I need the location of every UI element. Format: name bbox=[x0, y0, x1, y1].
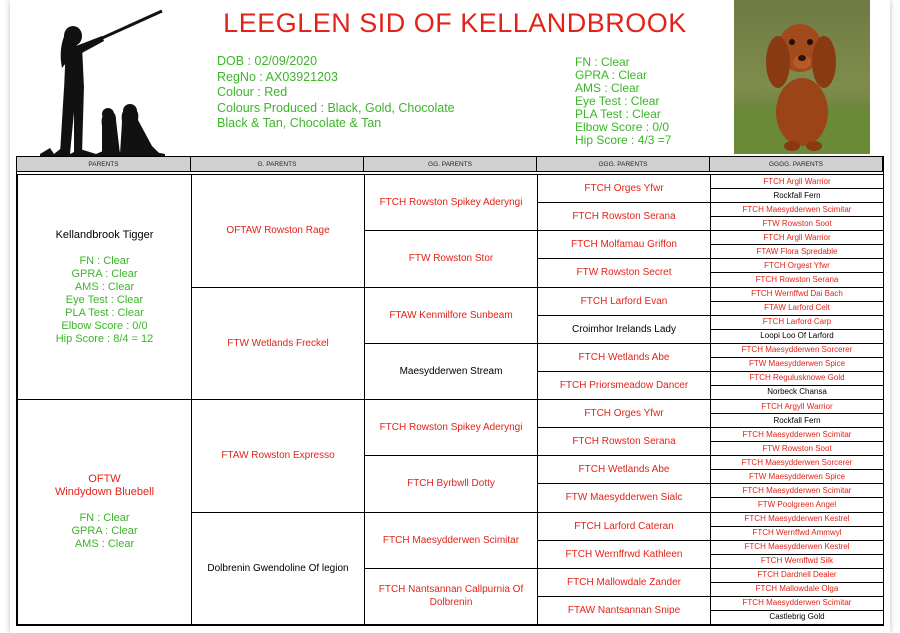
ggg_parents-cell bbox=[537, 483, 711, 512]
colour-text: Colour : Red bbox=[217, 85, 288, 99]
grandparents-cell bbox=[191, 399, 365, 513]
grandparents-cell bbox=[191, 287, 365, 401]
column-header: G. PARENTS bbox=[191, 157, 364, 172]
gggg_parents-name: FTCH Regulusknowe Gold bbox=[749, 373, 845, 383]
gggg_parents-cell bbox=[710, 526, 884, 541]
ggg_parents-name: FTCH Wernffrwd Kathleen bbox=[565, 548, 683, 560]
gggg_parents-name: FTW Rowston Soot bbox=[762, 443, 832, 453]
gggg_parents-cell bbox=[710, 582, 884, 597]
grandparents-name: FTW Wetlands Freckel bbox=[227, 337, 329, 349]
ggg_parents-cell bbox=[537, 568, 711, 597]
gggg_parents-name: FTAW Flora Spredable bbox=[756, 246, 838, 256]
gg_parents-name: FTAW Kenmilfore Sunbeam bbox=[389, 309, 513, 321]
gggg_parents-name: FTCH Argll Warrior bbox=[763, 176, 831, 186]
gggg_parents-cell bbox=[710, 230, 884, 245]
gggg_parents-cell bbox=[710, 596, 884, 611]
gg_parents-cell bbox=[364, 455, 538, 512]
gggg_parents-name: FTW Maesydderwen Spice bbox=[748, 359, 846, 369]
gggg_parents-name: FTCH Argll Warrior bbox=[763, 232, 831, 242]
gg_parents-cell bbox=[364, 174, 538, 231]
gggg_parents-name: Rockfall Fern bbox=[773, 190, 821, 200]
gggg_parents-name: FTCH Maesydderwen Scimitar bbox=[742, 598, 852, 608]
gggg_parents-cell bbox=[710, 202, 884, 217]
dog-name-title: LEEGLEN SID OF KELLANDBROOK bbox=[223, 8, 687, 38]
gpra-result: GPRA : Clear bbox=[575, 68, 648, 82]
gg_parents-name: FTW Rowston Stor bbox=[408, 253, 494, 265]
gg_parents-cell bbox=[364, 568, 538, 625]
gggg_parents-cell bbox=[710, 287, 884, 302]
gggg_parents-name: FTW Maesydderwen Spice bbox=[748, 471, 846, 481]
parent-line: FN : Clear bbox=[79, 254, 130, 267]
gggg_parents-name: FTCH Maesydderwen Sorcerer bbox=[741, 457, 853, 467]
ggg_parents-name: FTAW Nantsannan Snipe bbox=[567, 604, 681, 616]
gggg_parents-name: Loopi Loo Of Larford bbox=[760, 331, 834, 341]
gggg_parents-name: FTCH Maesydderwen Scimitar bbox=[742, 204, 852, 214]
ggg_parents-cell bbox=[537, 343, 711, 372]
gggg_parents-name: FTCH Dardnell Dealer bbox=[757, 570, 837, 580]
dog-photo bbox=[734, 0, 870, 154]
ggg_parents-cell bbox=[537, 455, 711, 484]
gggg_parents-name: FTCH Wernffwd Dai Bach bbox=[751, 289, 843, 299]
gggg_parents-cell bbox=[710, 174, 884, 189]
pla-test-result: PLA Test : Clear bbox=[575, 107, 661, 121]
gggg_parents-name: FTCH Mallowdale Olga bbox=[755, 584, 839, 594]
gggg_parents-name: Rockfall Fern bbox=[773, 415, 821, 425]
grandparents-name: FTAW Rowston Expresso bbox=[221, 450, 335, 462]
gggg_parents-cell bbox=[710, 441, 884, 456]
gggg_parents-cell bbox=[710, 258, 884, 273]
regno-text: RegNo : AX03921203 bbox=[217, 69, 338, 84]
gggg_parents-cell bbox=[710, 357, 884, 372]
gggg_parents-name: FTCH Larford Carp bbox=[762, 317, 832, 327]
ggg_parents-cell bbox=[537, 174, 711, 203]
ggg_parents-name: FTCH Priorsmeadow Dancer bbox=[559, 379, 689, 391]
gggg_parents-name: FTCH Maesydderwen Scimitar bbox=[742, 429, 852, 439]
elbow-score-result: Elbow Score : 0/0 bbox=[575, 120, 670, 134]
column-header: GG. PARENTS bbox=[364, 157, 537, 172]
gggg_parents-cell bbox=[710, 343, 884, 358]
gggg_parents-cell bbox=[710, 301, 884, 316]
gggg_parents-cell bbox=[710, 371, 884, 386]
parent-line: OFTW bbox=[88, 473, 121, 485]
health-results bbox=[575, 56, 671, 147]
gggg_parents-cell bbox=[710, 413, 884, 428]
eye-test-result: Eye Test : Clear bbox=[575, 94, 660, 108]
gg_parents-name: FTCH Byrbwll Dotty bbox=[407, 478, 495, 490]
fn-result: FN : Clear bbox=[575, 55, 630, 69]
ggg_parents-name: FTCH Orges Yfwr bbox=[584, 408, 664, 420]
gggg_parents-name: Castlebrig Gold bbox=[769, 612, 825, 622]
ggg_parents-name: FTCH Larford Cateran bbox=[574, 520, 674, 532]
column-header: PARENTS bbox=[17, 157, 191, 172]
gg_parents-name: FTCH Maesydderwen Scimitar bbox=[382, 534, 520, 546]
parent-line: AMS : Clear bbox=[74, 280, 135, 293]
parent-line: Eye Test : Clear bbox=[65, 293, 144, 306]
hip-score-result: Hip Score : 4/3 =7 bbox=[575, 133, 672, 147]
gg_parents-cell bbox=[364, 399, 538, 456]
ggg_parents-cell bbox=[537, 427, 711, 456]
gggg_parents-name: FTCH Maesydderwen Sorcerer bbox=[741, 345, 853, 355]
gg_parents-name: FTCH Rowston Spikey Aderyngi bbox=[379, 422, 523, 434]
parent-line: Elbow Score : 0/0 bbox=[61, 319, 148, 332]
gggg_parents-cell bbox=[710, 244, 884, 259]
gggg_parents-name: FTCH Argyll Warrior bbox=[761, 401, 833, 411]
gg_parents-name: FTCH Nantsannan Callpurnia Of Dolbrenin bbox=[378, 584, 524, 609]
gggg_parents-cell bbox=[710, 329, 884, 344]
gggg_parents-cell bbox=[710, 455, 884, 470]
ggg_parents-cell bbox=[537, 512, 711, 541]
ggg_parents-cell bbox=[537, 287, 711, 316]
hunter-silhouette-logo bbox=[40, 8, 165, 156]
gggg_parents-name: FTAW Larford Celt bbox=[764, 303, 830, 313]
column-header: GGG. PARENTS bbox=[537, 157, 710, 172]
ggg_parents-cell bbox=[537, 540, 711, 569]
gggg_parents-name: FTCH Maesydderwen Kestrel bbox=[744, 514, 850, 524]
parent-cell bbox=[17, 399, 192, 625]
ggg_parents-name: FTCH Wetlands Abe bbox=[578, 351, 670, 363]
grandparents-name: OFTAW Rowston Rage bbox=[226, 225, 330, 237]
ggg_parents-name: FTCH Molfamau Griffon bbox=[571, 239, 677, 251]
ggg_parents-cell bbox=[537, 258, 711, 287]
gggg_parents-cell bbox=[710, 385, 884, 400]
colours-produced-text: Colours Produced : Black, Gold, Chocolate bbox=[217, 100, 455, 115]
gg_parents-cell bbox=[364, 230, 538, 287]
parent-line: FN : Clear bbox=[79, 512, 130, 524]
parent-line: AMS : Clear bbox=[74, 538, 135, 550]
ggg_parents-cell bbox=[537, 202, 711, 231]
gggg_parents-cell bbox=[710, 568, 884, 583]
pedigree-table bbox=[16, 156, 884, 626]
grandparents-cell bbox=[191, 174, 365, 288]
ggg_parents-cell bbox=[537, 230, 711, 259]
gggg_parents-cell bbox=[710, 497, 884, 512]
parent-cell bbox=[17, 174, 192, 400]
gg_parents-cell bbox=[364, 287, 538, 344]
colours-produced-cont-text: Black & Tan, Chocolate & Tan bbox=[217, 116, 382, 130]
parent-line: GPRA : Clear bbox=[71, 525, 138, 537]
gggg_parents-cell bbox=[710, 469, 884, 484]
gggg_parents-name: FTCH Rowston Serana bbox=[755, 274, 839, 284]
gg_parents-name: Maesydderwen Stream bbox=[399, 365, 503, 377]
gggg_parents-cell bbox=[710, 610, 884, 625]
parent-line: GPRA : Clear bbox=[71, 267, 138, 280]
gggg_parents-name: FTCH Orgest Yfwr bbox=[764, 260, 830, 270]
ggg_parents-cell bbox=[537, 371, 711, 400]
ggg_parents-name: FTW Maesydderwen Sialc bbox=[565, 492, 683, 504]
gg_parents-name: FTCH Rowston Spikey Aderyngi bbox=[379, 197, 523, 209]
ggg_parents-name: FTCH Larford Evan bbox=[580, 295, 668, 307]
gggg_parents-name: FTCH Maesydderwen Scimitar bbox=[742, 485, 852, 495]
gg_parents-cell bbox=[364, 512, 538, 569]
ggg_parents-cell bbox=[537, 399, 711, 428]
parent-line: PLA Test : Clear bbox=[65, 306, 144, 319]
grandparents-cell bbox=[191, 512, 365, 626]
ggg_parents-name: Croimhor Irelands Lady bbox=[572, 323, 676, 335]
ams-result: AMS : Clear bbox=[575, 81, 640, 95]
ggg_parents-name: FTCH Rowston Serana bbox=[572, 436, 676, 448]
ggg_parents-name: FTCH Orges Yfwr bbox=[584, 183, 664, 195]
gggg_parents-name: Norbeck Chansa bbox=[767, 387, 827, 397]
gg_parents-cell bbox=[364, 343, 538, 400]
parent-line: Windydown Bluebell bbox=[54, 486, 155, 498]
gggg_parents-cell bbox=[710, 483, 884, 498]
dog-details bbox=[217, 54, 455, 132]
gggg_parents-name: FTCH Wernffwd Ammwyl bbox=[752, 528, 842, 538]
ggg_parents-name: FTCH Rowston Serana bbox=[572, 211, 676, 223]
ggg_parents-name: FTCH Wetlands Abe bbox=[578, 464, 670, 476]
ggg_parents-name: FTW Rowston Secret bbox=[576, 267, 672, 279]
gggg_parents-name: FTCH Maesydderwen Kestrel bbox=[744, 542, 850, 552]
ggg_parents-cell bbox=[537, 315, 711, 344]
gggg_parents-name: FTW Rowston Soot bbox=[762, 218, 832, 228]
gggg_parents-cell bbox=[710, 188, 884, 203]
ggg_parents-cell bbox=[537, 596, 711, 625]
gggg_parents-cell bbox=[710, 540, 884, 555]
gggg_parents-cell bbox=[710, 427, 884, 442]
ggg_parents-name: FTCH Mallowdale Zander bbox=[567, 576, 681, 588]
gggg_parents-cell bbox=[710, 399, 884, 414]
grandparents-name: Dolbrenin Gwendoline Of legion bbox=[207, 562, 349, 574]
gggg_parents-cell bbox=[710, 216, 884, 231]
gggg_parents-cell bbox=[710, 315, 884, 330]
gggg_parents-name: FTCH Wernffwd Silk bbox=[760, 556, 834, 566]
gggg_parents-name: FTW Poolgreen Angel bbox=[757, 499, 837, 509]
gggg_parents-cell bbox=[710, 554, 884, 569]
parent-line: Kellandbrook Tigger bbox=[55, 228, 154, 241]
gggg_parents-cell bbox=[710, 512, 884, 527]
gggg_parents-cell bbox=[710, 272, 884, 287]
column-header: GGGG. PARENTS bbox=[710, 157, 883, 172]
parent-line: Hip Score : 8/4 = 12 bbox=[55, 332, 154, 345]
dob-text: DOB : 02/09/2020 bbox=[217, 54, 318, 68]
